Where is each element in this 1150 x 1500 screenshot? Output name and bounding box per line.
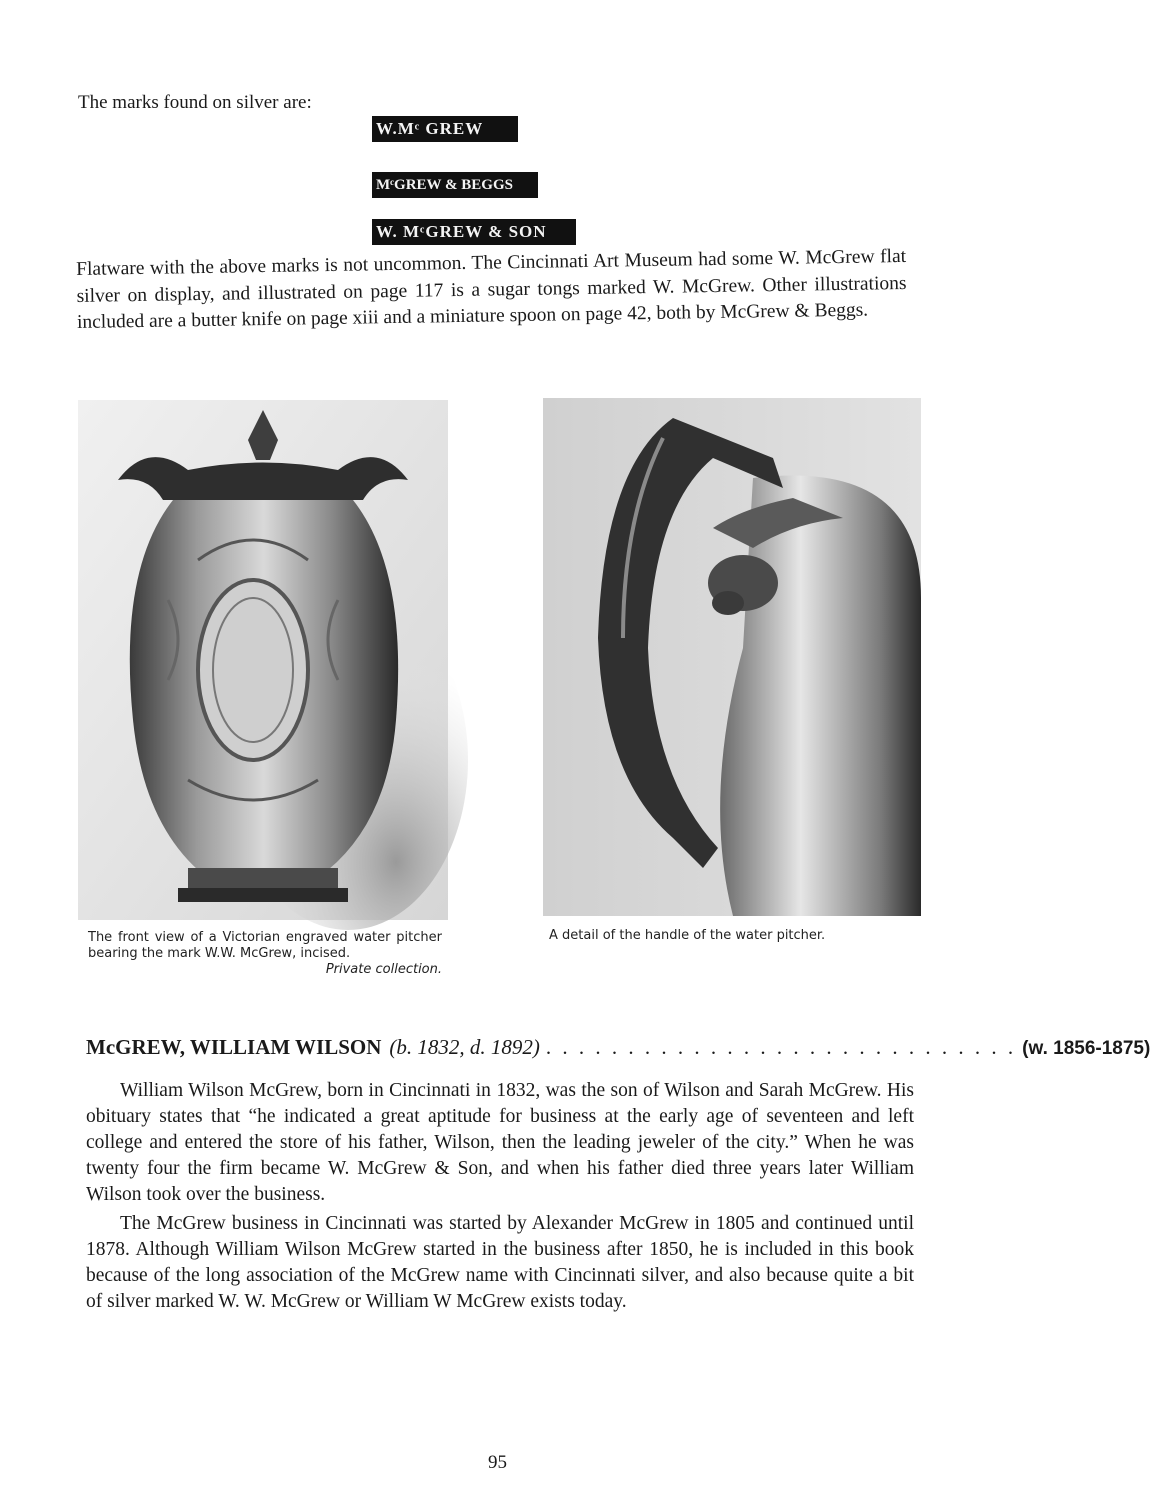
entry-name: McGREW, WILLIAM WILSON <box>86 1035 382 1059</box>
right-figure-caption: A detail of the handle of the water pitcher. <box>549 928 826 943</box>
left-figure-caption <box>88 930 442 978</box>
entry-working-years: (w. 1856-1875) <box>1022 1038 1150 1059</box>
page-number: 95 <box>488 1452 507 1473</box>
pitcher-handle-photo <box>543 398 921 916</box>
body-paragraph: The McGrew business in Cincinnati was started by Alexander McGrew in 1805 and continued until 1878. Although William Wilson McGrew started in the business after 1850, he is included in this book because of the long association of the McGrew name with Cincinnati silver, and also because quite a bit of silver marked W. W. McGrew or William W McGrew exists today. <box>86 1213 914 1312</box>
silver-mark-w-mcgrew: W.Mᶜ GREW <box>372 116 518 142</box>
entry-life-dates: (b. 1832, d. 1892) <box>389 1035 540 1059</box>
body-paragraph: William Wilson McGrew, born in Cincinnati in 1832, was the son of Wilson and Sarah McGrew. His obituary states that “he indicated a great aptitude for business at the early age of seventeen and left college and entered the store of his father, Wilson, then the leading jeweler of the city.” When he was twenty four the firm became W. McGrew & Son, and when his father died three years later William Wilson took over the business. <box>86 1080 914 1205</box>
pitcher-front-photo <box>78 400 448 920</box>
left-caption-credit: Private collection. <box>325 962 442 977</box>
silver-mark-w-mcgrew-son: W. MᶜGREW & SON <box>372 219 576 245</box>
entry-heading <box>86 1035 1150 1060</box>
flatware-paragraph: Flatware with the above marks is not uncommon. The Cincinnati Art Museum had some W. McGrew flat silver on display, and illustrated on page 117 is a sugar tongs marked W. McGrew. Other illustrations included are a butter knife on page xiii and a miniature spoon on page 42, both by McGrew & Beggs. <box>76 245 907 333</box>
leader-dots: . . . . . . . . . . . . . . . . . . . . . . . . . . . . . <box>545 1035 1017 1059</box>
silver-mark-mcgrew-beggs: MᶜGREW & BEGGS <box>372 172 538 198</box>
intro-text: The marks found on silver are: <box>78 92 312 113</box>
left-caption-text: The front view of a Victorian engraved water pitcher bearing the mark W.W. McGrew, incised. <box>88 930 442 961</box>
